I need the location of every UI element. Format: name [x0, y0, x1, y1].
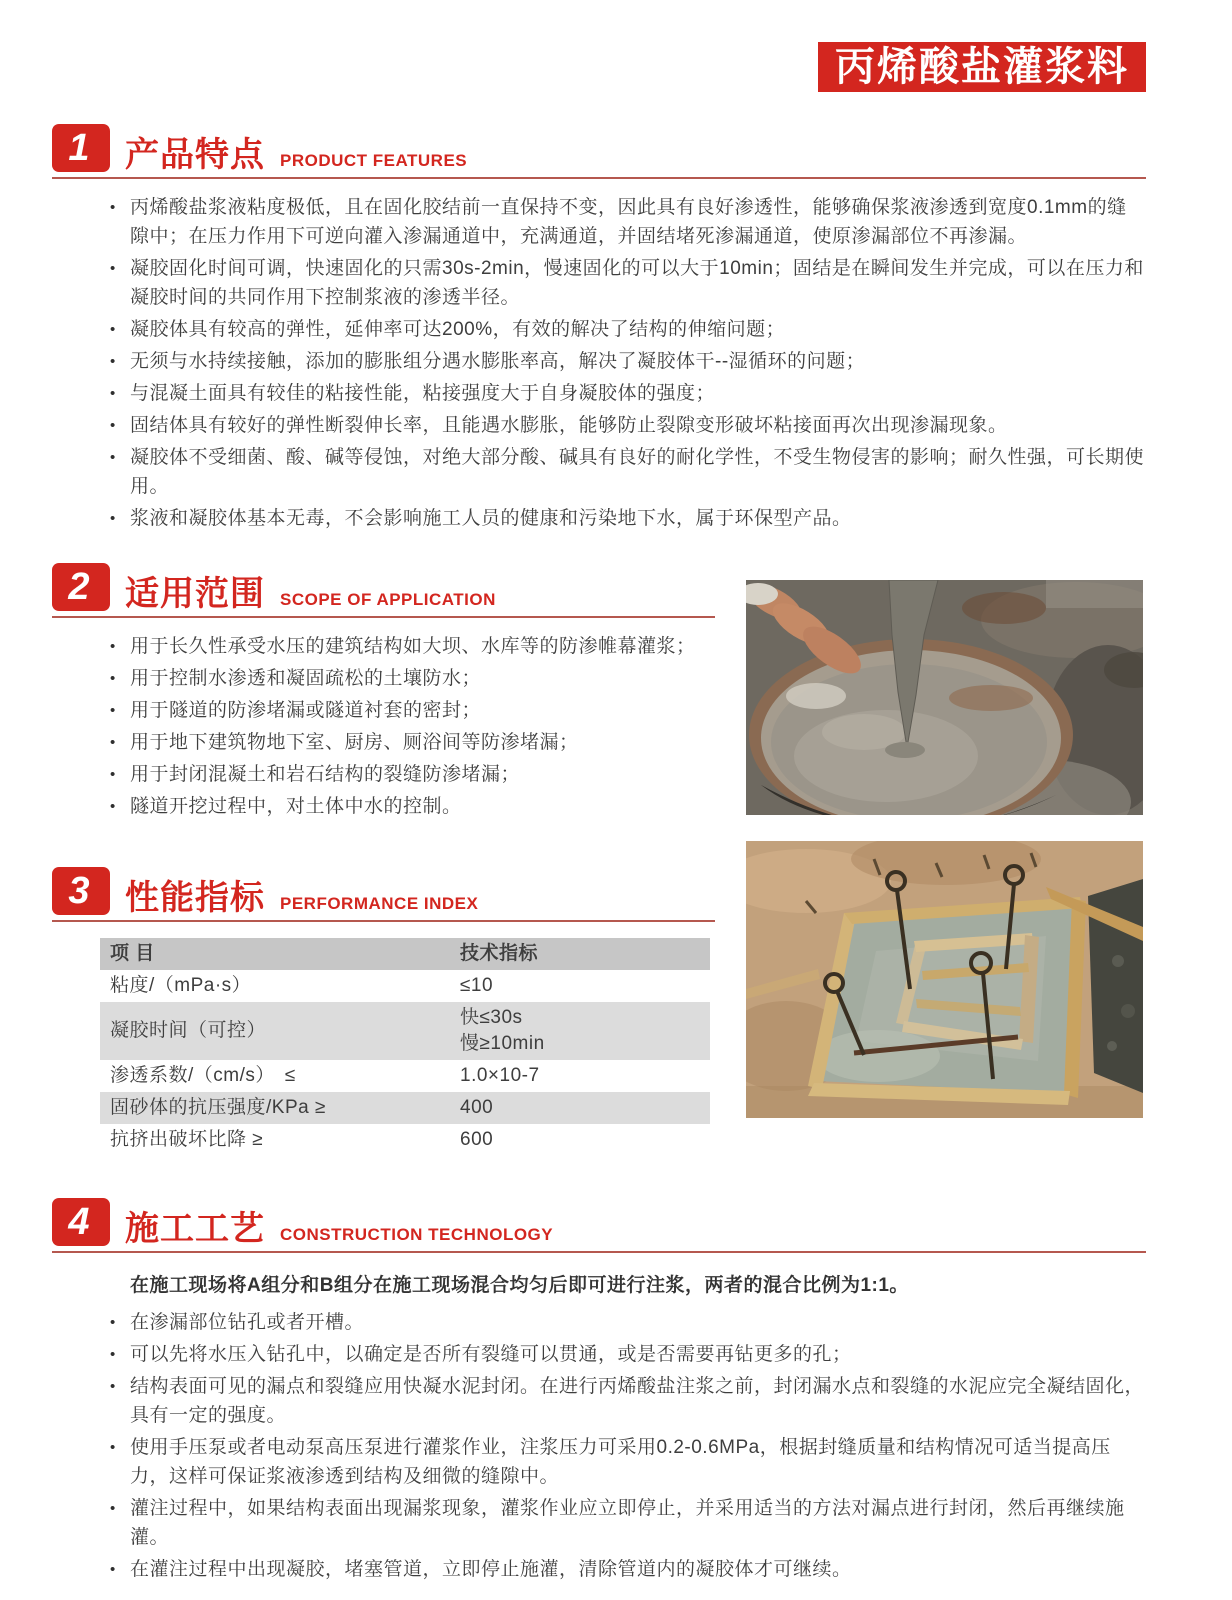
section-subtitle: CONSTRUCTION TECHNOLOGY: [280, 1225, 554, 1244]
right-column: [746, 580, 1146, 1118]
left-column: [52, 563, 715, 1156]
section-number-badge: 2: [52, 563, 110, 611]
table-row: [100, 970, 710, 1002]
section-header: [52, 1198, 1146, 1253]
list-item: • 结构表面可见的漏点和裂缝应用快凝水泥封闭。在进行丙烯酸盐注浆之前，封闭漏水点和裂缝的水泥应完全凝结固化，具有一定的强度。: [106, 1372, 1146, 1430]
column-header: 项 目: [110, 943, 155, 964]
table-cell: 400: [460, 1097, 494, 1118]
section-construction-technology: [52, 1198, 1146, 1584]
list-item: • 固结体具有较好的弹性断裂伸长率，且能遇水膨胀，能够防止裂隙变形破坏粘接面再次出现渗漏现象。: [106, 411, 1146, 440]
performance-table: [100, 938, 710, 1156]
application-list: [52, 632, 715, 821]
section-scope-of-application: [52, 563, 715, 821]
formwork-grouting-photo: [746, 841, 1143, 1118]
table-row: [100, 1002, 710, 1060]
product-title-banner: 丙烯酸盐灌浆料: [818, 42, 1146, 92]
list-item: • 用于控制水渗透和凝固疏松的土壤防水；: [106, 664, 715, 693]
section-subtitle: PRODUCT FEATURES: [280, 151, 468, 170]
list-item: • 凝胶体具有较高的弹性，延伸率可达200%，有效的解决了结构的伸缩问题；: [106, 315, 1146, 344]
section-header: [52, 563, 715, 618]
table-row: [100, 1092, 710, 1124]
list-item: • 用于封闭混凝土和岩石结构的裂缝防渗堵漏；: [106, 760, 715, 789]
list-item: • 凝胶体不受细菌、酸、碱等侵蚀，对绝大部分酸、碱具有良好的耐化学性，不受生物侵害的影响；耐久性强，可长期使用。: [106, 443, 1146, 501]
list-item: • 丙烯酸盐浆液粘度极低，且在固化胶结前一直保持不变，因此具有良好渗透性，能够确保浆液渗透到宽度0.1mm的缝隙中；在压力作用下可逆向灌入渗漏通道中，充满通道，并固结堵死渗漏通道，使原渗漏部位不再渗漏。: [106, 193, 1146, 251]
table-cell: 抗挤出破坏比降 ≥: [110, 1129, 264, 1150]
section-number-badge: 3: [52, 867, 110, 915]
grout-mixing-photo: [746, 580, 1143, 815]
list-item: • 浆液和凝胶体基本无毒，不会影响施工人员的健康和污染地下水，属于环保型产品。: [106, 504, 1146, 533]
table-row: [100, 1060, 710, 1092]
list-item: • 用于地下建筑物地下室、厨房、厕浴间等防渗堵漏；: [106, 728, 715, 757]
table-cell: [450, 1002, 710, 1060]
table-cell: 渗透系数/（cm/s） ≤: [110, 1065, 296, 1086]
table-row: [100, 1124, 710, 1156]
section-subtitle: PERFORMANCE INDEX: [280, 894, 479, 913]
section-header: [52, 124, 1146, 179]
section-number-badge: 1: [52, 124, 110, 172]
section-title: 适用范围: [125, 575, 265, 613]
list-item: • 灌注过程中，如果结构表面出现漏浆现象，灌浆作业应立即停止，并采用适当的方法对漏点进行封闭，然后再继续施灌。: [106, 1494, 1146, 1552]
table-cell: 固砂体的抗压强度/KPa ≥: [110, 1097, 326, 1118]
two-column-area: [52, 563, 1146, 1156]
list-item: • 无须与水持续接触，添加的膨胀组分遇水膨胀率高，解决了凝胶体干--湿循环的问题；: [106, 347, 1146, 376]
section-title: 产品特点: [125, 136, 265, 174]
construction-steps-list: [52, 1308, 1146, 1584]
section-title: 性能指标: [125, 879, 265, 917]
table-header-row: [100, 938, 710, 970]
section-number-badge: 4: [52, 1198, 110, 1246]
list-item: • 使用手压泵或者电动泵高压泵进行灌浆作业，注浆压力可采用0.2-0.6MPa，根据封缝质量和结构情况可适当提高压力，这样可保证浆液渗透到结构及细微的缝隙中。: [106, 1433, 1146, 1491]
list-item: • 凝胶固化时间可调，快速固化的只需30s-2min，慢速固化的可以大于10min；固结是在瞬间发生并完成，可以在压力和凝胶时间的共同作用下控制浆液的渗透半径。: [106, 254, 1146, 312]
feature-list: [52, 193, 1146, 533]
mixing-ratio-note: 在施工现场将A组分和B组分在施工现场混合均匀后即可进行注浆，两者的混合比例为1:1。: [130, 1275, 909, 1296]
list-item: • 用于隧道的防渗堵漏或隧道衬套的密封；: [106, 696, 715, 725]
table-cell-line: 快≤30s: [460, 1007, 523, 1028]
list-item: • 用于长久性承受水压的建筑结构如大坝、水库等的防渗帷幕灌浆；: [106, 632, 715, 661]
list-item: • 可以先将水压入钻孔中，以确定是否所有裂缝可以贯通，或是否需要再钻更多的孔；: [106, 1340, 1146, 1369]
section-header: [52, 867, 715, 922]
list-item: • 隧道开挖过程中，对土体中水的控制。: [106, 792, 715, 821]
list-item: • 在渗漏部位钻孔或者开槽。: [106, 1308, 1146, 1337]
list-item: • 在灌注过程中出现凝胶，堵塞管道，立即停止施灌，清除管道内的凝胶体才可继续。: [106, 1555, 1146, 1584]
section-subtitle: SCOPE OF APPLICATION: [280, 590, 496, 609]
list-item: • 与混凝土面具有较佳的粘接性能，粘接强度大于自身凝胶体的强度；: [106, 379, 1146, 408]
section-product-features: [52, 124, 1146, 533]
section-performance-index: [52, 867, 715, 1156]
table-cell-line: 慢≥10min: [460, 1033, 545, 1054]
column-header: 技术指标: [460, 943, 539, 964]
table-cell: 1.0×10-7: [460, 1065, 540, 1086]
table-cell: 600: [460, 1129, 494, 1150]
table-cell: 凝胶时间（可控）: [110, 1020, 267, 1041]
section-title: 施工工艺: [125, 1210, 265, 1248]
table-cell: ≤10: [460, 975, 494, 996]
table-cell: 粘度/（mPa·s）: [110, 975, 252, 996]
